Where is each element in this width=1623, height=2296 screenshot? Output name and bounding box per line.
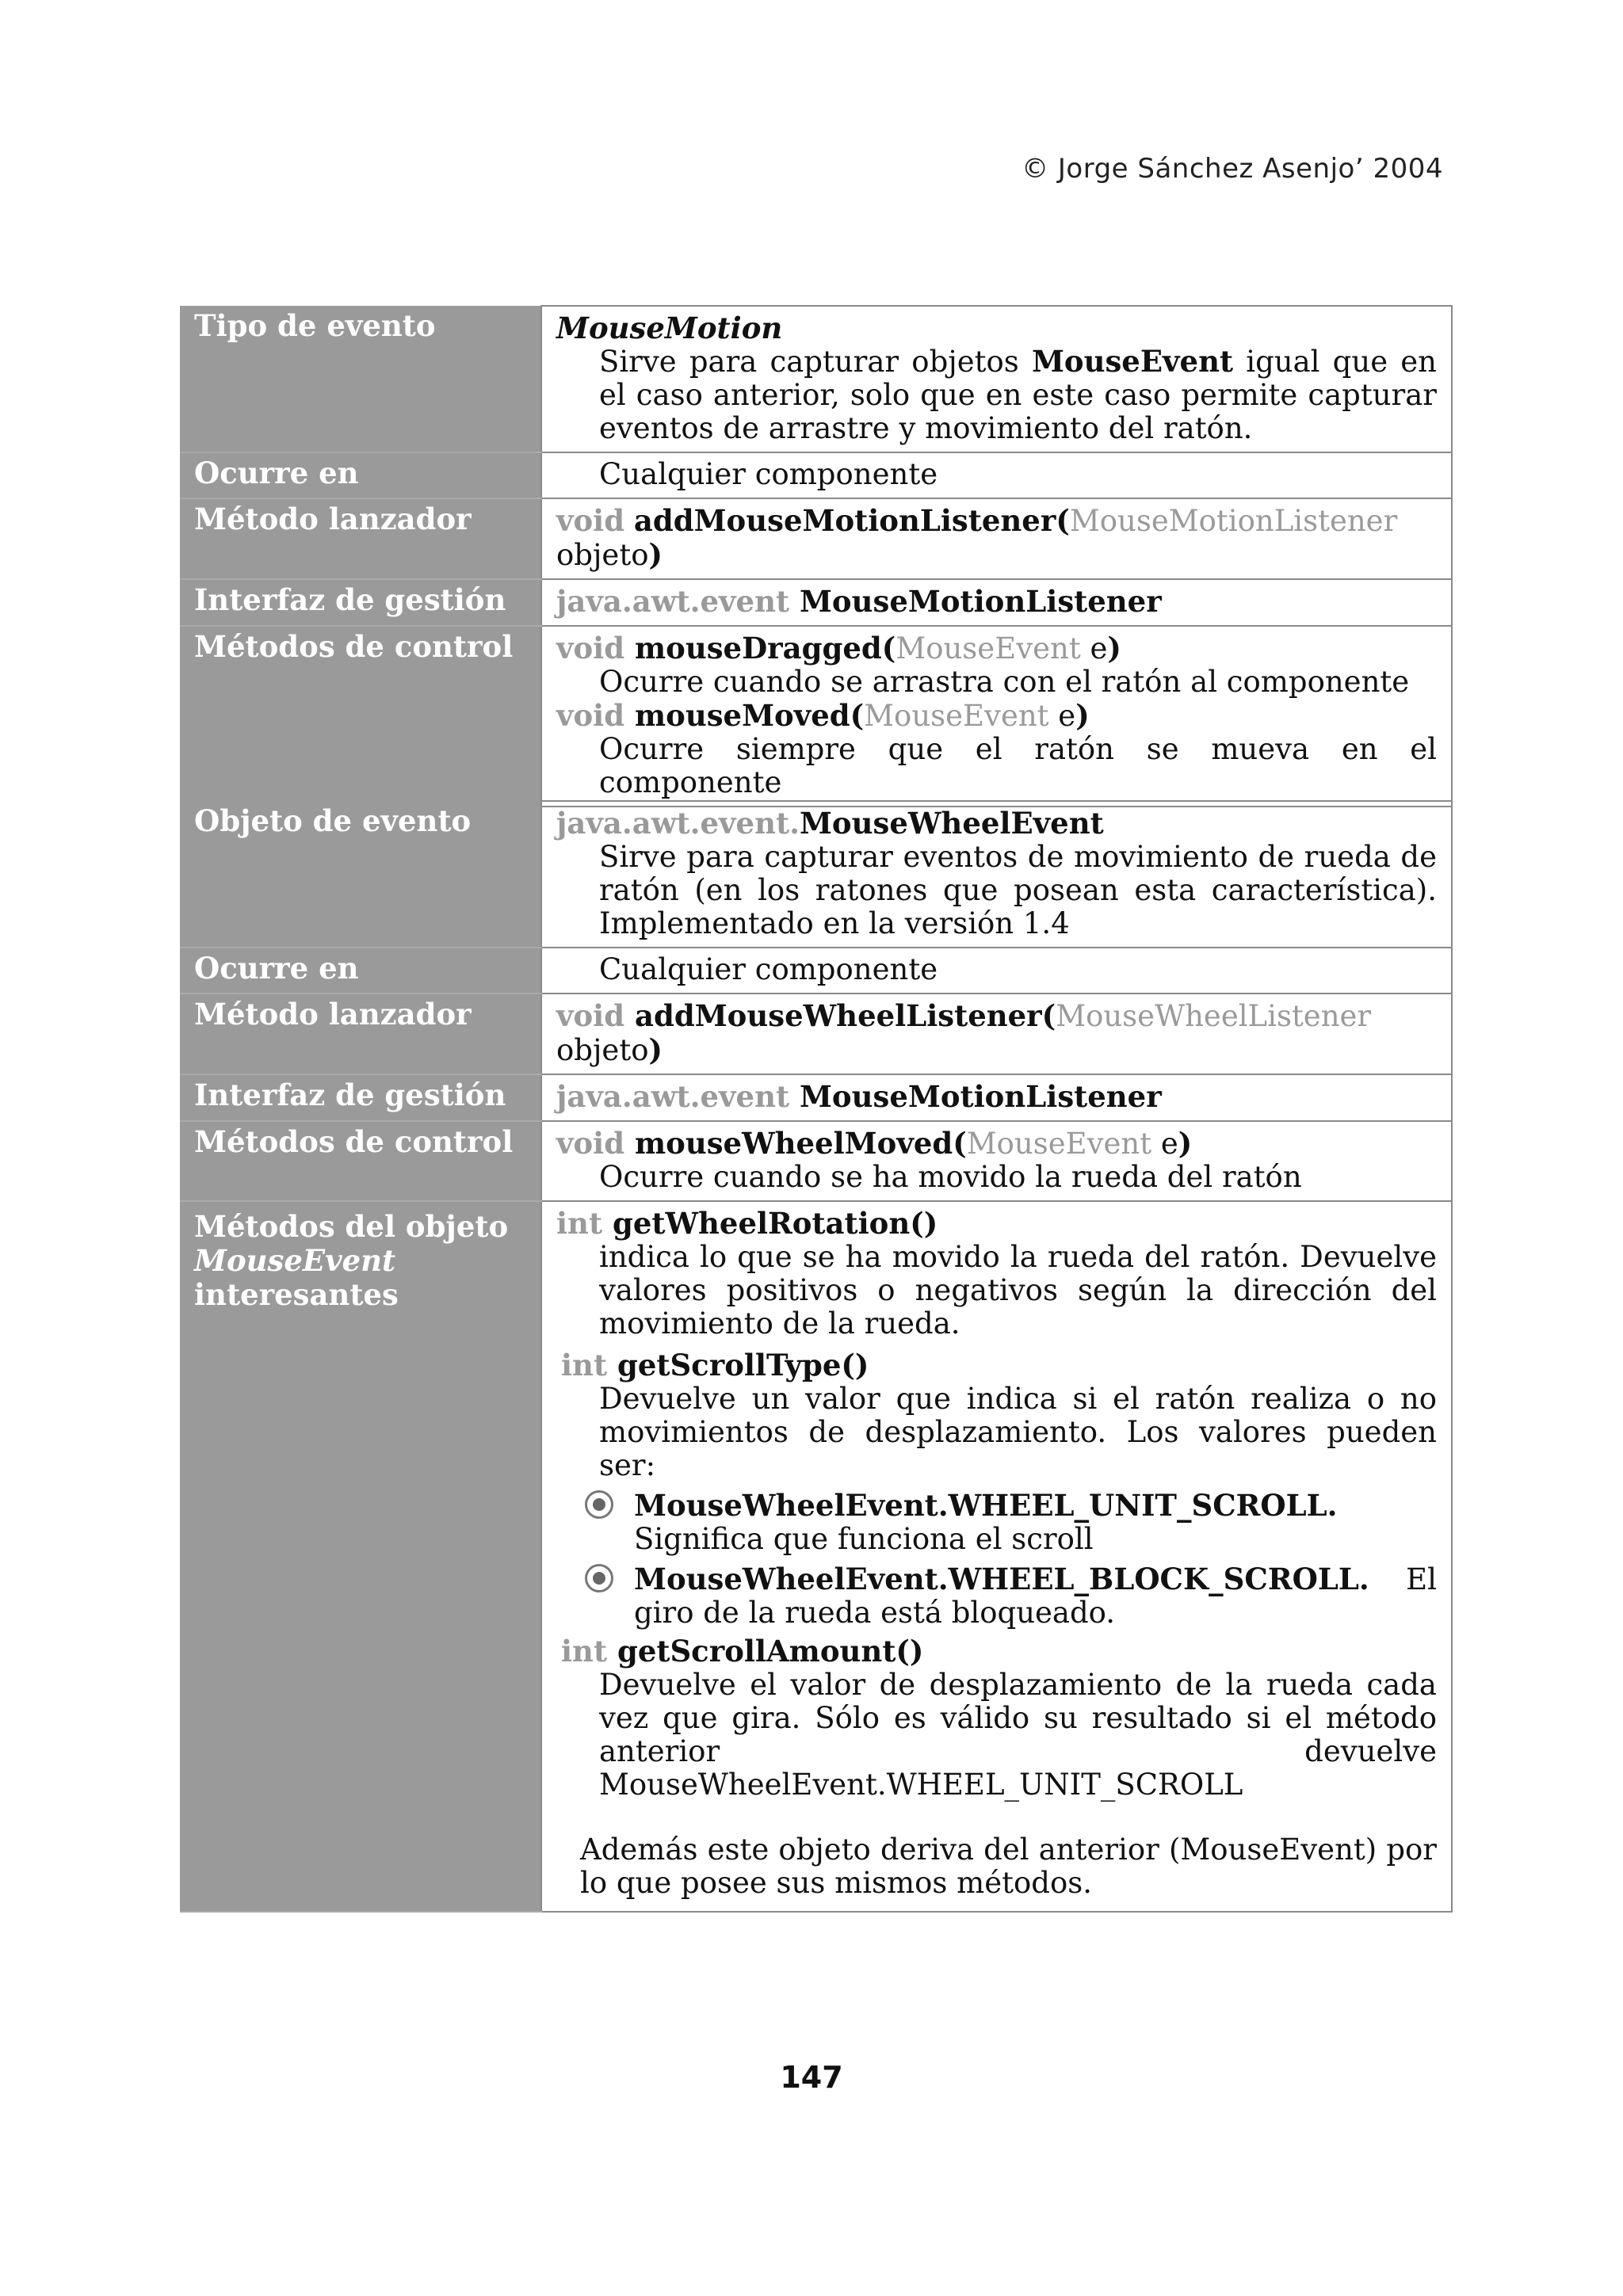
row-label: Interfaz de gestión [180,1074,541,1121]
method-signature: int getWheelRotation() [556,1206,938,1241]
table-row [180,1074,1452,1121]
row-label: Métodos del objeto MouseEvent interesantes [180,1201,541,1912]
inheritance-note: Además este objeto deriva del anterior (MouseEvent) por lo que posee sus mismos métodos. [580,1833,1437,1900]
event-type-description: Sirve para capturar objetos MouseEvent igual que en el caso anterior, solo que en este caso permite capturar eventos de arrastre y movimiento del ratón. [599,344,1437,445]
method-signature: void mouseMoved(MouseEvent e) [556,698,1090,733]
row-label: Interfaz de gestión [180,579,541,626]
table-row [180,626,1452,807]
method-signature: int getScrollAmount() [561,1634,924,1669]
page-header-copyright: © Jorge Sánchez Asenjo’ 2004 [1022,153,1443,185]
row-value [541,306,1452,452]
event-table-mousewheel [180,800,1453,1913]
object-methods [541,1201,1452,1912]
table-row [180,452,1452,498]
row-label: Método lanzador [180,498,541,579]
row-label: Métodos de control [180,1121,541,1201]
method-description: indica lo que se ha movido la rueda del ratón. Devuelve valores positivos o negativos según la dirección del movimiento de la rueda. [599,1240,1437,1341]
method-description: Devuelve el valor de desplazamiento de la rueda cada vez que gira. Sólo es válido su resultado si el método anterior devuelve MouseWheelEvent.WHEEL_UNIT_SCROLL [599,1668,1437,1802]
method-description: Ocurre cuando se ha movido la rueda del ratón [599,1160,1302,1194]
row-label: Tipo de evento [180,306,541,452]
list-item: MouseWheelEvent.WHEEL_BLOCK_SCROLL. El giro de la rueda está bloqueado. [556,1562,1437,1630]
row-label: Ocurre en [180,948,541,994]
method-signature: void mouseDragged(MouseEvent e) [556,631,1121,666]
row-value: java.awt.event.MouseWheelEvent Sirve para capturar eventos de movimiento de rueda de ratón (en los ratones que posean esta característica). Implementado en la versión 1.4 [541,801,1452,948]
event-object-description: Sirve para capturar eventos de movimiento de rueda de ratón (en los ratones que posean esta característica). Implementado en la versión 1.4 [599,840,1437,940]
radio-bullet-icon [585,1490,613,1519]
page-number: 147 [780,2060,843,2095]
event-table-mousemotion [180,305,1453,807]
event-type-title: MouseMotion [556,311,783,345]
row-value: Cualquier componente [541,948,1452,994]
table-row [180,1121,1452,1201]
table-row [180,994,1452,1074]
radio-bullet-icon [585,1564,613,1592]
table-row [180,579,1452,626]
row-label: Objeto de evento [180,801,541,948]
table-row [180,801,1452,948]
interface-name: java.awt.event MouseMotionListener [541,1074,1452,1121]
interface-name: java.awt.event MouseMotionListener [541,579,1452,626]
method-signature: int getScrollType() [561,1348,869,1383]
row-label: Método lanzador [180,994,541,1074]
method-signature: void addMouseMotionListener(MouseMotionListener objeto) [541,498,1452,579]
control-methods: void mouseWheelMoved(MouseEvent e) Ocurre cuando se ha movido la rueda del ratón [541,1121,1452,1201]
method-description: Devuelve un valor que indica si el ratón realiza o no movimientos de desplazamiento. Los valores pueden ser: [599,1382,1437,1482]
control-methods [541,626,1452,807]
table-row [180,306,1452,452]
table-row [180,498,1452,579]
row-label: Métodos de control [180,626,541,807]
table-row [180,948,1452,994]
method-description: Ocurre cuando se arrastra con el ratón al componente [599,665,1410,699]
row-label: Ocurre en [180,452,541,498]
method-signature: void addMouseWheelListener(MouseWheelListener objeto) [541,994,1452,1074]
list-item: MouseWheelEvent.WHEEL_UNIT_SCROLL. Significa que funciona el scroll [556,1489,1437,1556]
table-row [180,1201,1452,1912]
method-description: Ocurre siempre que el ratón se mueva en el componente [599,732,1437,799]
row-value: Cualquier componente [541,452,1452,498]
